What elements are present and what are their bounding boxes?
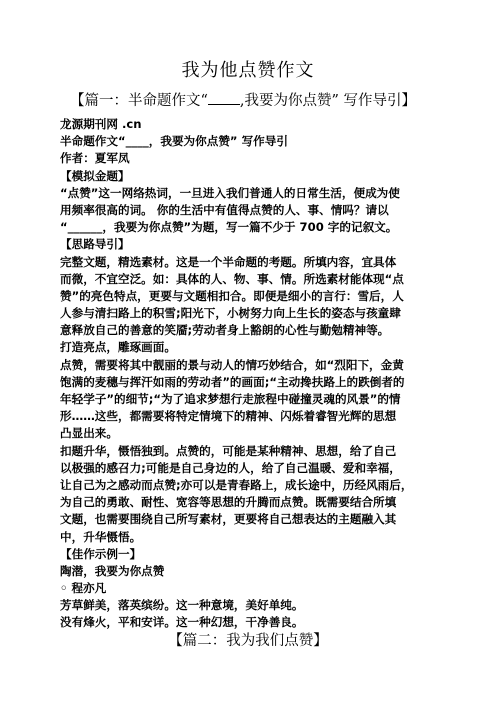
fill-in-blank [208,92,240,105]
section-header-2: 【篇二：我为我们点赞】 [168,633,328,649]
text-line: 形……这些，都需要将特定情境下的精神、闪烁着睿智光辉的思想 [60,409,397,424]
text-line: 扣题升华，慑悟独到。点赞的，可能是某种精神、思想，给了自己 [60,443,397,458]
text-line: 凸显出来。 [60,426,118,441]
essay-author-line: ◦ 程亦凡 [60,581,107,596]
text-line: 让自己为之感动而点赞;亦可以是青春路上，成长途中，历经风雨后， [60,477,413,492]
section-header-1-prefix: 【篇一：半命题作文“ [70,93,208,109]
text-line: 人参与清扫路上的积雪;阳光下，小树努力向上生长的姿态与孩童肆 [60,306,401,321]
text-line: 年轻学子”的细节;“为了追求梦想行走旅程中碰撞灵魂的风景”的情 [60,392,401,406]
source-line: 龙源期刊网 .cn [60,117,142,131]
subsection-heading: 【佳作示例一】 [60,546,142,561]
text-line: 意释放自己的善意的笑靥;劳动者身上豁朗的心性与勤勉精神等。 [60,323,390,338]
text-line: 完整文题，精选素材。这是一个半命题的考题。所填内容，宜具体 [60,254,397,269]
subsection-heading: 【模拟金题】 [60,168,130,183]
text-line: 饱满的麦穗与挥汗如雨的劳动者”的画面;“主动搀扶路上的跌倒者的 [60,374,405,389]
text-line: 而微，不宜空泛。如：具体的人、物、事、情。所选素材能体现“点 [60,271,404,286]
text-line: 用频率很高的词。 你的生活中有值得点赞的人、事、情吗？请以 [60,202,389,217]
text-line: 中，升华慑悟。 [60,529,142,544]
article-body [60,116,460,632]
text-line: 点赞，需要将其中靓丽的景与动人的情巧妙结合，如“烈阳下，金黄 [60,357,404,372]
text-line: 打造亮点，雕琢画面。 [60,340,176,355]
text-line: 以极强的感召力;可能是自己身边的人，给了自己温暖、爱和幸福， [60,460,401,475]
subsection-heading: 【思路导引】 [60,237,130,252]
section-header-1-suffix: ,我要为你点赞” 写作导引】 [239,93,417,109]
text-line: “点赞”这一网络热词，一旦进入我们普通人的日常生活，便成为使 [60,185,400,200]
text-line: “______，我要为你点赞”为题，写一篇不少于 700 字的记叙文。 [60,220,398,235]
essay-title-line: 陶潜，我要为你点赞 [60,563,165,578]
article-title-line: 半命题作文“____，我要为你点赞” 写作导引 [60,134,288,149]
text-line: 芳草鲜美，落英缤纷。这一种意境，美好单纯。 [60,598,304,613]
author-line: 作者：夏军凤 [60,151,130,166]
page-title: 我为他点赞作文 [181,60,315,81]
text-line: 没有烽火，平和安详。这一种幻想，干净善良。 [60,615,304,630]
text-line: 文题，也需要围绕自己所写素材，更要将自己想表达的主题融入其 [60,512,397,527]
section-header-1 [70,92,450,110]
text-line: 赞”的亮色特点，更要与文题相扣合。即便是细小的言行：雪后，人 [60,288,404,303]
text-line: 为自己的勇敢、耐性、宽容等思想的升腾而点赞。既需要结合所填 [60,495,397,510]
